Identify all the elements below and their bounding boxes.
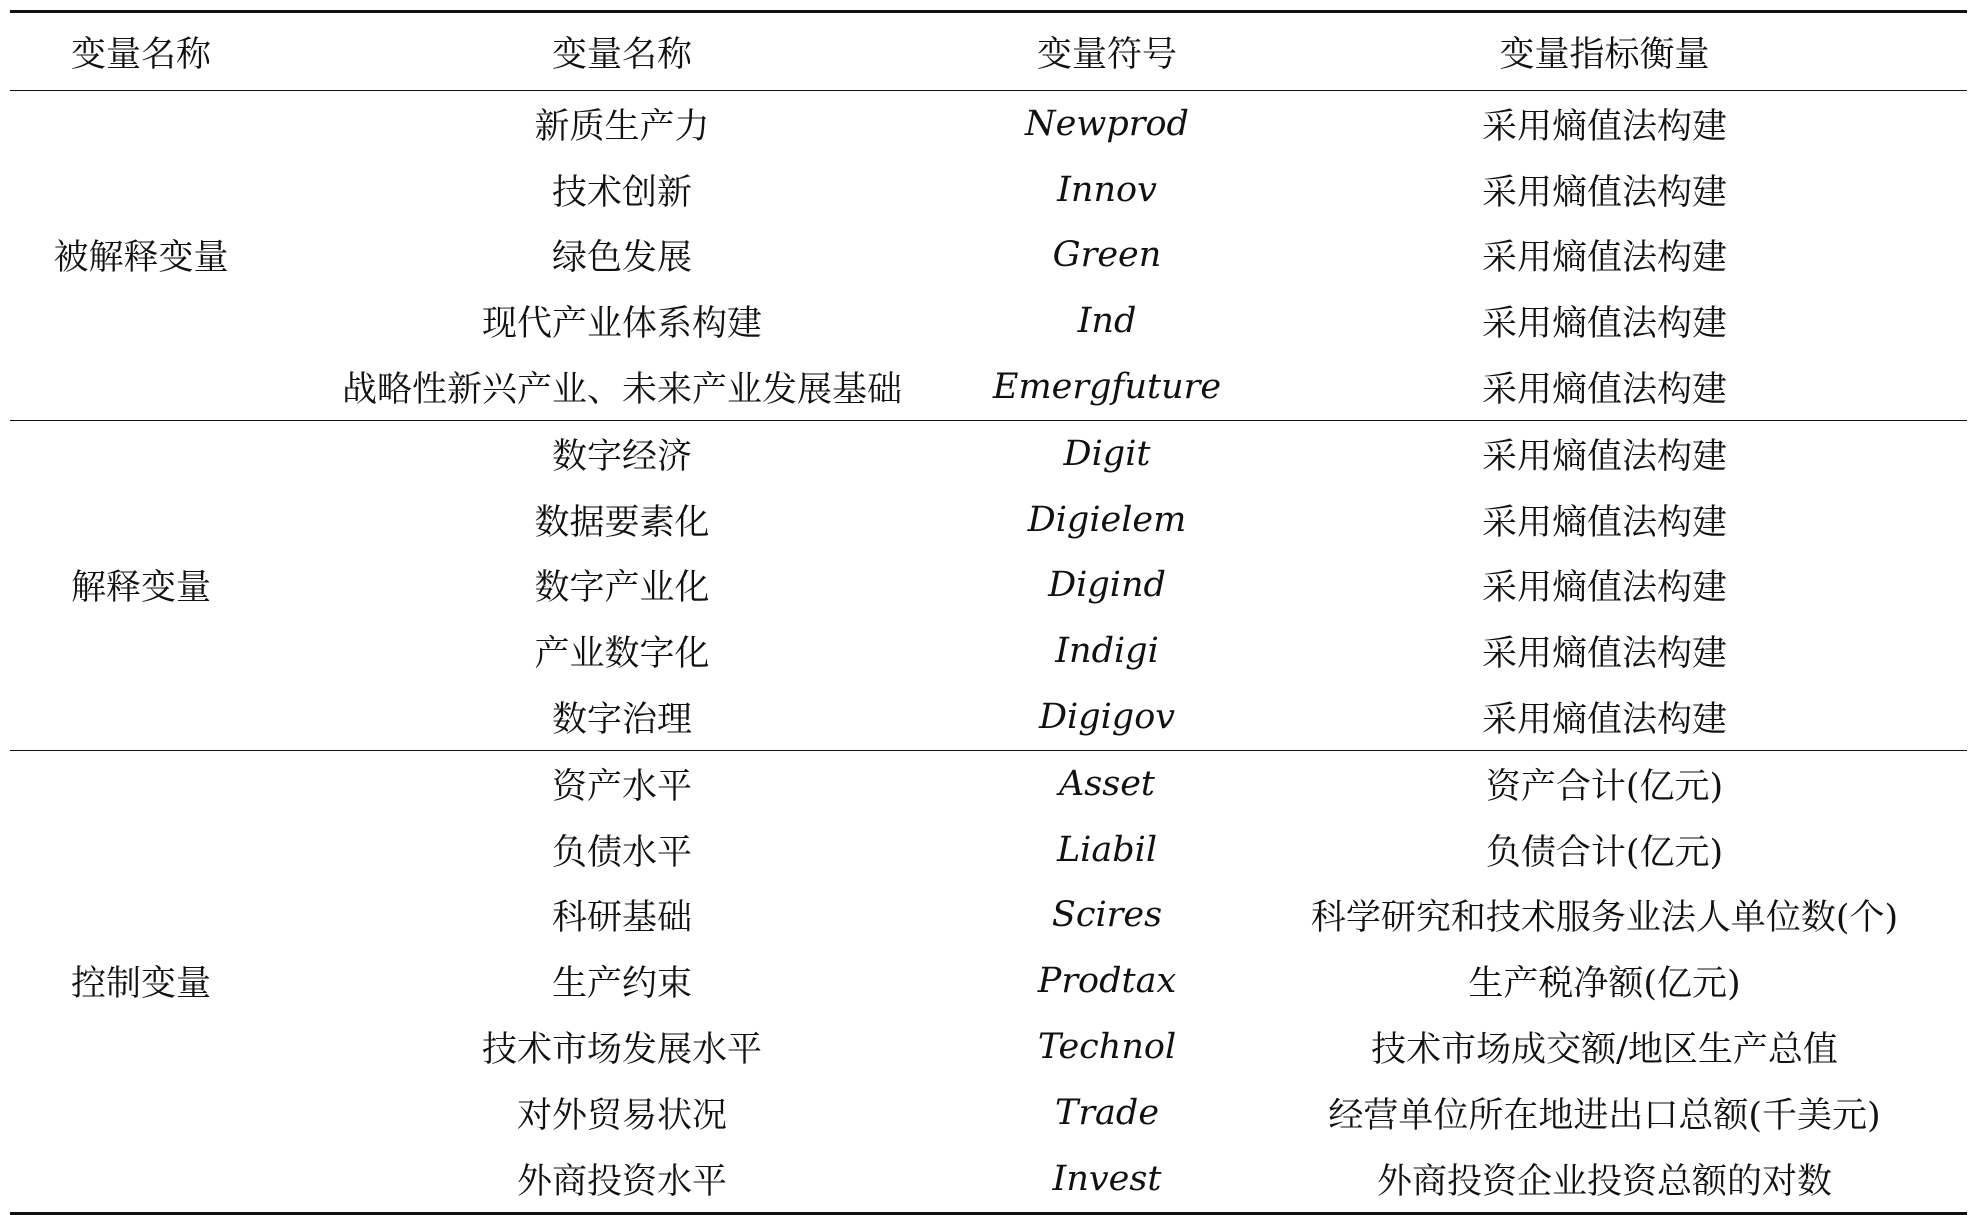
variable-symbol: Invest (1052, 1158, 1162, 1199)
variable-symbol: Digit (1063, 433, 1151, 474)
group-name: 控制变量 (70, 964, 211, 1005)
variable-name: 战略性新兴产业、未来产业发展基础 (341, 370, 902, 411)
table-row (272, 1080, 1967, 1146)
variable-name: 对外贸易状况 (516, 1095, 727, 1136)
variable-symbol: Prodtax (1037, 961, 1177, 1002)
variable-name: 外商投资水平 (516, 1161, 727, 1202)
variable-symbol: Green (1052, 235, 1162, 276)
variable-name: 数字产业化 (534, 568, 710, 609)
variable-measure: 采用熵值法构建 (1481, 634, 1727, 675)
variable-measure: 采用熵值法构建 (1481, 106, 1727, 147)
variable-symbol: Scires (1051, 895, 1163, 936)
table-row (272, 487, 1967, 553)
group-explanatory-variables (10, 421, 1967, 751)
table-row (272, 618, 1967, 684)
header-variable-name: 变量名称 (551, 34, 692, 75)
variable-measure: 采用熵值法构建 (1481, 436, 1727, 477)
group-name: 解释变量 (70, 568, 211, 609)
variable-measure: 技术市场成交额/地区生产总值 (1371, 1030, 1838, 1071)
variable-name: 技术创新 (551, 172, 692, 213)
variable-symbol: Trade (1054, 1092, 1160, 1133)
table-row (272, 223, 1967, 289)
group-control-variables (10, 751, 1967, 1212)
table-row (272, 354, 1967, 420)
variable-name: 数字治理 (551, 700, 692, 741)
table-row (272, 421, 1967, 487)
table-row (272, 288, 1967, 354)
variable-symbol: Digielem (1027, 499, 1187, 540)
variable-name: 现代产业体系构建 (481, 304, 762, 345)
group-dependent-variables (10, 91, 1967, 421)
variable-name: 新质生产力 (534, 106, 710, 147)
table-row (272, 157, 1967, 223)
variable-name: 数字经济 (551, 436, 692, 477)
variable-symbol: Innov (1057, 169, 1157, 210)
table-header (10, 13, 1967, 91)
variable-definition-table (10, 10, 1967, 1215)
variable-symbol: Indigi (1055, 631, 1159, 672)
variable-name: 科研基础 (551, 898, 692, 939)
variable-name: 资产水平 (551, 766, 692, 807)
variable-measure: 外商投资企业投资总额的对数 (1376, 1161, 1832, 1202)
variable-symbol: Asset (1059, 763, 1155, 804)
variable-measure: 采用熵值法构建 (1481, 502, 1727, 543)
header-measure: 变量指标衡量 (1499, 34, 1710, 75)
variable-measure: 生产税净额(亿元) (1468, 964, 1741, 1005)
group-name: 被解释变量 (53, 238, 229, 279)
variable-name: 数据要素化 (534, 502, 710, 543)
variable-measure: 采用熵值法构建 (1481, 238, 1727, 279)
table-row (272, 1146, 1967, 1212)
variable-name: 负债水平 (551, 832, 692, 873)
variable-symbol: Ind (1077, 301, 1137, 342)
variable-symbol: Technol (1037, 1027, 1177, 1068)
header-category: 变量名称 (70, 34, 211, 75)
variable-symbol: Digind (1048, 565, 1166, 606)
table-row (272, 817, 1967, 883)
variable-name: 生产约束 (551, 964, 692, 1005)
variable-measure: 科学研究和技术服务业法人单位数(个) (1310, 898, 1899, 939)
variable-name: 绿色发展 (551, 238, 692, 279)
table-row (272, 553, 1967, 619)
variable-measure: 资产合计(亿元) (1485, 766, 1724, 807)
table-row (272, 1014, 1967, 1080)
variable-measure: 采用熵值法构建 (1481, 304, 1727, 345)
variable-measure: 经营单位所在地进出口总额(千美元) (1328, 1095, 1881, 1136)
variable-measure: 采用熵值法构建 (1481, 172, 1727, 213)
variable-measure: 采用熵值法构建 (1481, 700, 1727, 741)
table-row (272, 684, 1967, 750)
variable-measure: 采用熵值法构建 (1481, 568, 1727, 609)
table-row (272, 751, 1967, 817)
table-row (272, 883, 1967, 949)
table-row (272, 948, 1967, 1014)
variable-symbol: Newprod (1025, 103, 1189, 144)
table-row (272, 91, 1967, 157)
variable-symbol: Liabil (1056, 829, 1158, 870)
variable-symbol: Emergfuture (992, 367, 1222, 408)
variable-symbol: Digigov (1038, 697, 1176, 738)
variable-measure: 负债合计(亿元) (1485, 832, 1724, 873)
variable-name: 技术市场发展水平 (481, 1030, 762, 1071)
variable-name: 产业数字化 (534, 634, 710, 675)
header-variable-symbol: 变量符号 (1036, 34, 1177, 75)
variable-measure: 采用熵值法构建 (1481, 370, 1727, 411)
